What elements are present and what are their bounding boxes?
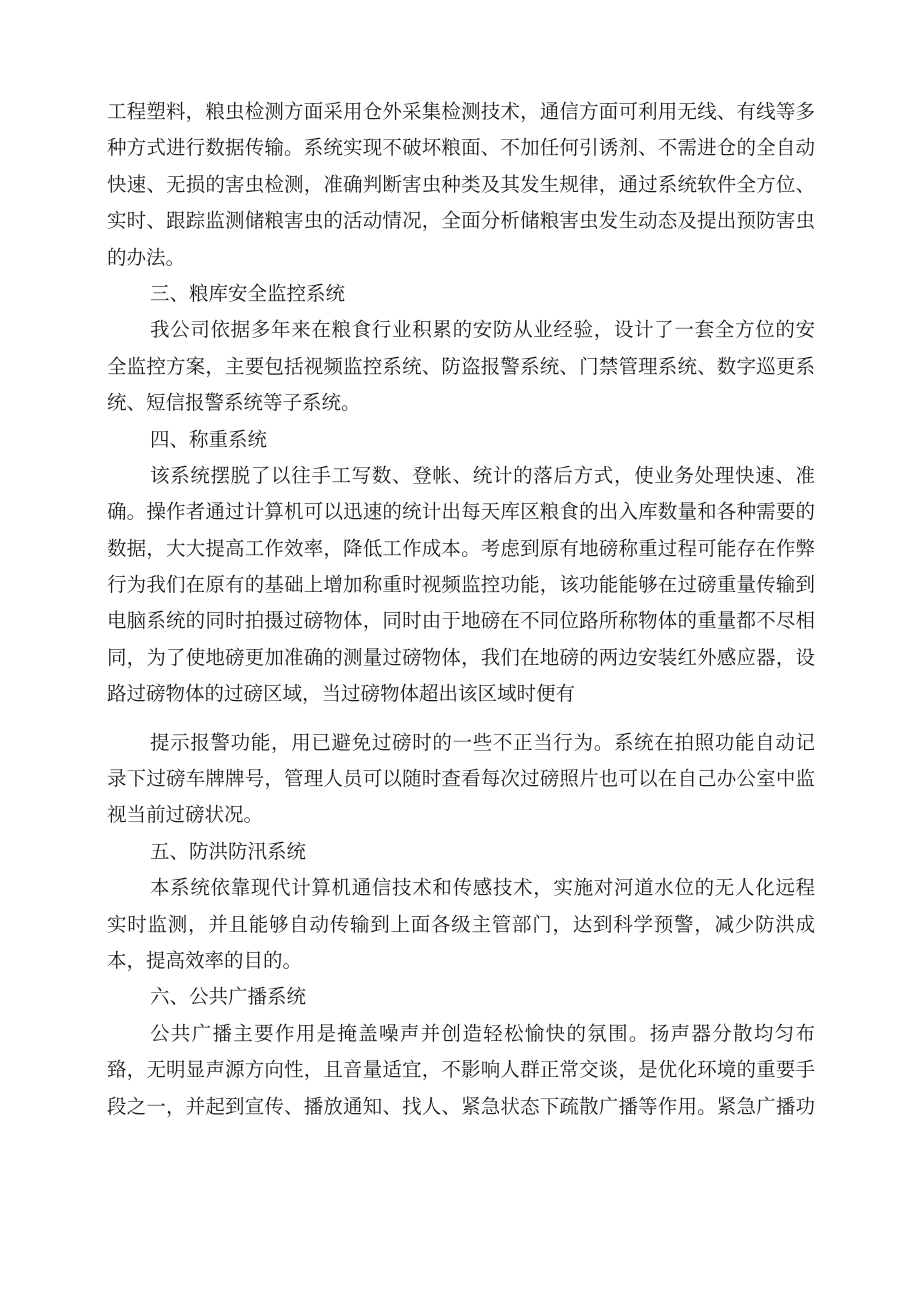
body-text-line: 实时监测，并且能够自动传输到上面各级主管部门，达到科学预警，减少防洪成 bbox=[107, 912, 815, 936]
document-body bbox=[107, 94, 815, 1125]
body-text-line: 实时、跟踪监测储粮害虫的活动情况，全面分析储粮害虫发生动态及提出预防害虫 bbox=[107, 209, 815, 233]
body-text-line: 快速、无损的害虫检测，准确判断害虫种类及其发生规律，通过系统软件全方位、 bbox=[107, 172, 815, 196]
paragraph-first-line: 提示报警功能，用已避免过磅时的一些不正当行为。系统在拍照功能自动记 bbox=[150, 730, 815, 754]
paragraph-first-line: 本系统依靠现代计算机通信技术和传感技术，实施对河道水位的无人化远程 bbox=[150, 876, 815, 900]
paragraph-first-line: 该系统摆脱了以往手工写数、登帐、统计的落后方式，使业务处理快速、准 bbox=[150, 463, 815, 487]
paragraph-last-line: 视当前过磅状况。 bbox=[107, 803, 264, 827]
paragraph-last-line: 路过磅物体的过磅区域，当过磅物体超出该区域时便有 bbox=[107, 682, 576, 706]
paragraph-gap bbox=[107, 713, 815, 725]
body-text-line: 段之一，并起到宣传、播放通知、找人、紧急状态下疏散广播等作用。紧急广播功 bbox=[107, 1094, 815, 1118]
paragraph-first-line: 公共广播主要作用是掩盖噪声并创造轻松愉快的氛围。扬声器分散均匀布 bbox=[150, 1021, 815, 1045]
body-text-line: 全监控方案，主要包括视频监控系统、防盗报警系统、门禁管理系统、数字巡更系 bbox=[107, 354, 815, 378]
section-heading: 五、防洪防汛系统 bbox=[150, 839, 307, 863]
body-text-line: 录下过磅车牌牌号，管理人员可以随时查看每次过磅照片也可以在自己办公室中监 bbox=[107, 767, 815, 791]
body-text-line: 臵，无明显声源方向性，且音量适宜，不影响人群正常交谈，是优化环境的重要手 bbox=[107, 1058, 815, 1082]
body-text-line: 电脑系统的同时拍摄过磅物体，同时由于地磅在不同位路所称物体的重量都不尽相 bbox=[107, 609, 815, 633]
paragraph-last-line: 本，提高效率的目的。 bbox=[107, 948, 303, 972]
body-text-line: 数据，大大提高工作效率，降低工作成本。考虑到原有地磅称重过程可能存在作弊 bbox=[107, 536, 815, 560]
body-text-line: 行为我们在原有的基础上增加称重时视频监控功能，该功能能够在过磅重量传输到 bbox=[107, 573, 815, 597]
body-text-line: 同，为了使地磅更加准确的测量过磅物体，我们在地磅的两边安装红外感应器，设 bbox=[107, 645, 815, 669]
body-text-line: 工程塑料，粮虫检测方面采用仓外采集检测技术，通信方面可利用无线、有线等多 bbox=[107, 100, 815, 123]
body-text-line: 种方式进行数据传输。系统实现不破坏粮面、不加任何引诱剂、不需进仓的全自动 bbox=[107, 136, 815, 160]
section-heading: 三、粮库安全监控系统 bbox=[150, 281, 346, 305]
body-text-line: 确。操作者通过计算机可以迅速的统计出每天库区粮食的出入库数量和各种需要的 bbox=[107, 500, 815, 524]
paragraph-first-line: 我公司依据多年来在粮食行业积累的安防从业经验，设计了一套全方位的安 bbox=[150, 318, 815, 342]
paragraph-last-line: 统、短信报警系统等子系统。 bbox=[107, 391, 361, 415]
paragraph-last-line: 的办法。 bbox=[107, 245, 186, 269]
section-heading: 四、称重系统 bbox=[150, 427, 268, 451]
section-heading: 六、公共广播系统 bbox=[150, 985, 307, 1009]
